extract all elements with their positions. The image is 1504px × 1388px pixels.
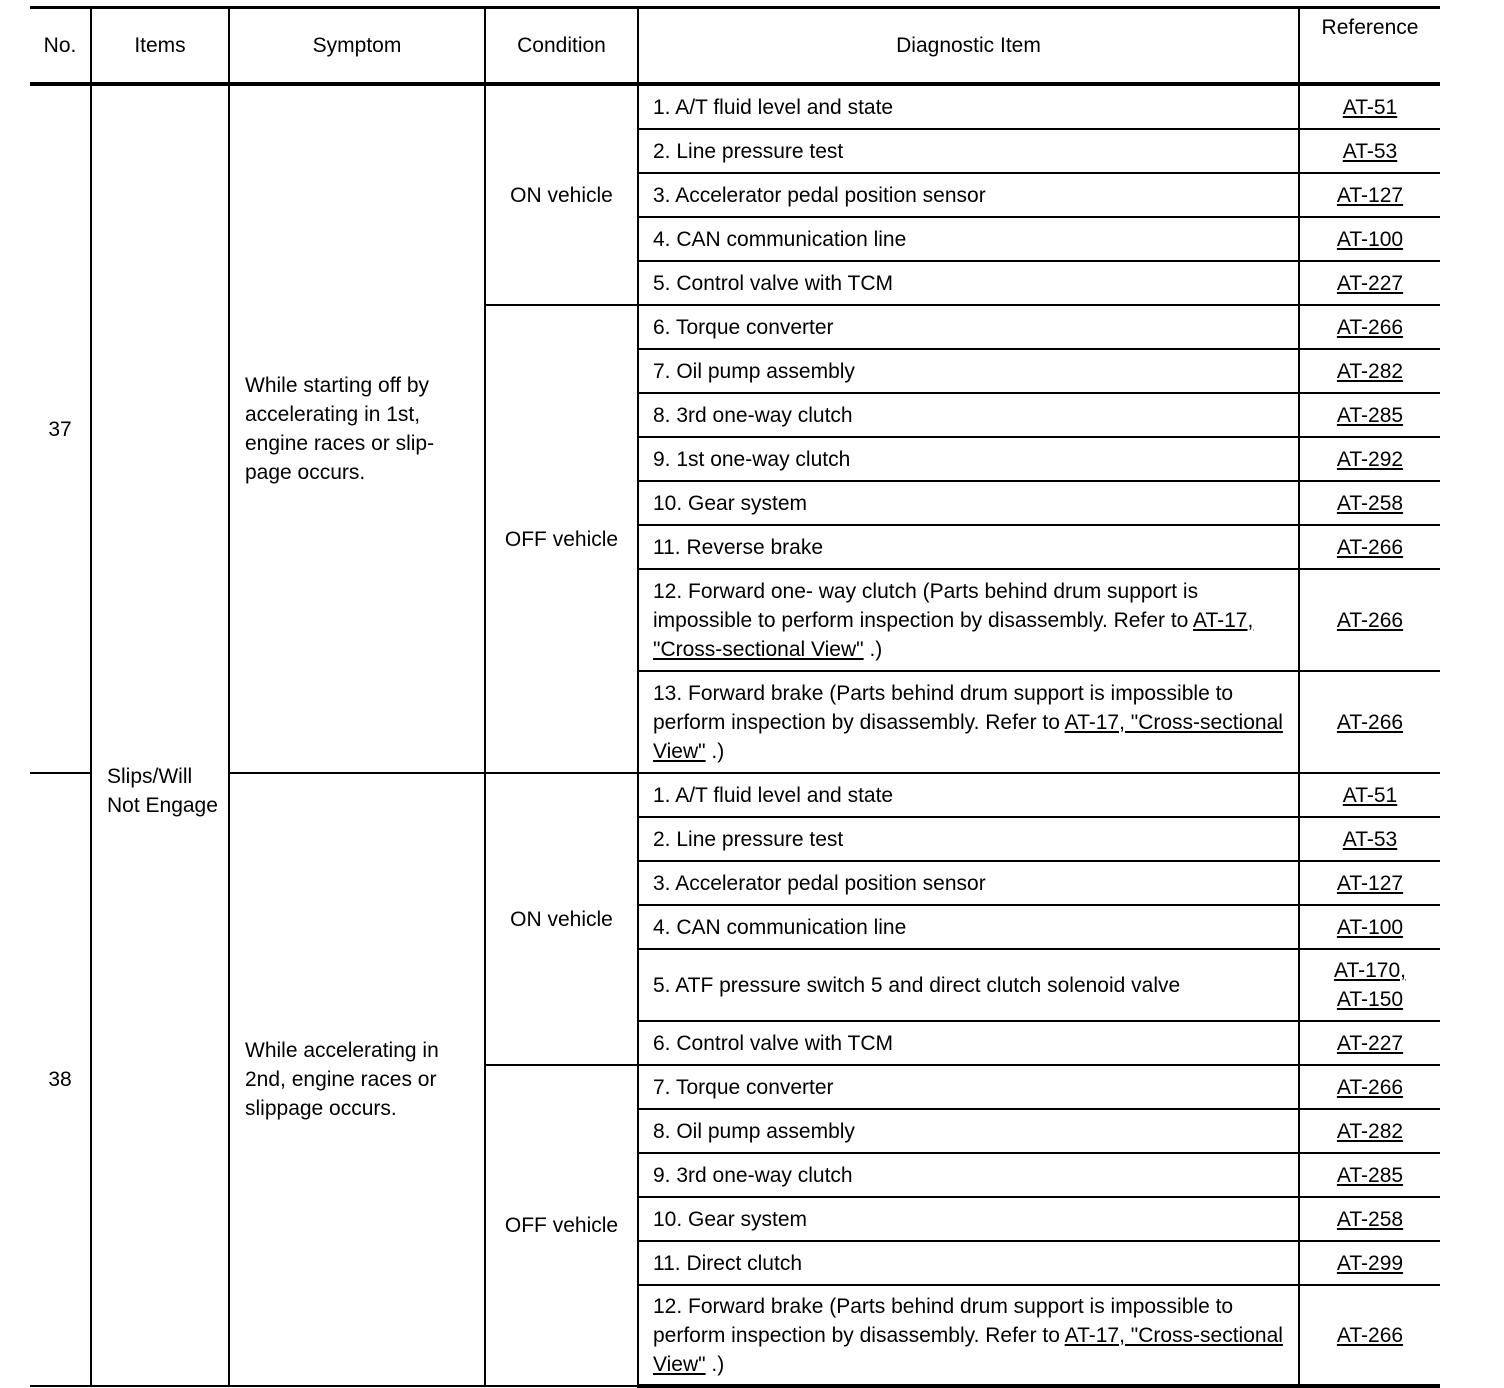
reference-cell (1299, 817, 1440, 861)
diagnostic-text-end: .) (705, 739, 725, 763)
reference-link[interactable]: AT-51 (1342, 783, 1398, 807)
table-row (30, 773, 1440, 817)
cross-ref-link[interactable]: AT-17, "Cross-sectional View" (653, 710, 1283, 763)
reference-link[interactable]: AT-258 (1336, 1207, 1404, 1231)
diagnostic-item: 2. Line pressure test (638, 817, 1299, 861)
reference-link[interactable]: AT-299 (1336, 1251, 1404, 1275)
reference-link[interactable]: AT-127 (1336, 183, 1404, 207)
reference-link[interactable]: AT-282 (1336, 359, 1404, 383)
condition-off-vehicle: OFF vehicle (485, 305, 638, 773)
reference-cell (1299, 84, 1440, 129)
diagnostic-item: 9. 1st one-way clutch (638, 437, 1299, 481)
header-symptom: Symptom (229, 8, 485, 85)
cross-ref-link[interactable]: AT-17, "Cross-sectional View" (653, 608, 1254, 661)
reference-cell (1299, 773, 1440, 817)
diagnostic-item: 11. Direct clutch (638, 1241, 1299, 1285)
diagnostic-item: 5. Control valve with TCM (638, 261, 1299, 305)
diagnostic-item: 10. Gear system (638, 1197, 1299, 1241)
diagnostic-item: 7. Oil pump assembly (638, 349, 1299, 393)
diagnostic-text: 12. Forward one- way clutch (Parts behind drum support is impossible to perform inspection by disassembly. Refer to (653, 579, 1199, 632)
reference-cell (1299, 1021, 1440, 1065)
row-number: 37 (30, 84, 91, 773)
reference-cell (1299, 569, 1440, 671)
diagnostic-item: 8. 3rd one-way clutch (638, 393, 1299, 437)
reference-cell (1299, 1285, 1440, 1386)
reference-link[interactable]: AT-150 (1336, 988, 1404, 1011)
diagnostic-item: 11. Reverse brake (638, 525, 1299, 569)
diagnostic-item: 3. Accelerator pedal position sensor (638, 861, 1299, 905)
reference-link[interactable]: AT-282 (1336, 1119, 1404, 1143)
reference-link[interactable]: AT-227 (1336, 271, 1404, 295)
reference-cell (1299, 525, 1440, 569)
diagnostic-item: 1. A/T fluid level and state (638, 773, 1299, 817)
reference-link[interactable]: AT-53 (1342, 139, 1398, 163)
diagnostic-item: 4. CAN communication line (638, 905, 1299, 949)
reference-link[interactable]: AT-100 (1336, 227, 1404, 251)
table-row (30, 84, 1440, 129)
reference-link[interactable]: AT-266 (1336, 710, 1404, 734)
row-number: 38 (30, 773, 91, 1386)
symptom-cell: While starting off by accelerating in 1st, engine races or slip-page occurs. (229, 84, 485, 773)
reference-cell (1299, 481, 1440, 525)
reference-link[interactable]: AT-127 (1336, 871, 1404, 895)
reference-link[interactable]: AT-53 (1342, 827, 1398, 851)
cross-ref-link[interactable]: AT-17, "Cross-sectional View" (653, 1323, 1283, 1376)
diagnostic-item: 10. Gear system (638, 481, 1299, 525)
condition-off-vehicle: OFF vehicle (485, 1065, 638, 1386)
diagnostic-text-end: .) (863, 637, 883, 661)
diagnostic-item: 6. Torque converter (638, 305, 1299, 349)
reference-cell (1299, 1241, 1440, 1285)
reference-cell (1299, 949, 1440, 1021)
diagnostic-item: 7. Torque converter (638, 1065, 1299, 1109)
reference-cell (1299, 261, 1440, 305)
reference-link[interactable]: AT-285 (1336, 1163, 1404, 1187)
reference-cell (1299, 1109, 1440, 1153)
reference-cell (1299, 305, 1440, 349)
reference-cell (1299, 905, 1440, 949)
reference-link[interactable]: AT-266 (1336, 1075, 1404, 1099)
reference-cell (1299, 129, 1440, 173)
diagnostic-text-end: .) (705, 1352, 725, 1376)
reference-cell (1299, 393, 1440, 437)
diagnostic-item: 3. Accelerator pedal position sensor (638, 173, 1299, 217)
reference-link[interactable]: AT-266 (1336, 315, 1404, 339)
reference-cell (1299, 437, 1440, 481)
diagnostic-item: 6. Control valve with TCM (638, 1021, 1299, 1065)
reference-link[interactable]: AT-292 (1336, 447, 1404, 471)
diagnostic-item: 4. CAN communication line (638, 217, 1299, 261)
diagnostic-item (638, 569, 1299, 671)
reference-link[interactable]: AT-170, (1334, 959, 1406, 982)
condition-on-vehicle: ON vehicle (485, 84, 638, 305)
reference-link[interactable]: AT-266 (1336, 608, 1404, 632)
diagnostic-item (638, 1285, 1299, 1386)
reference-cell (1299, 217, 1440, 261)
condition-on-vehicle: ON vehicle (485, 773, 638, 1065)
reference-cell (1299, 1197, 1440, 1241)
diagnostic-text: 12. Forward brake (Parts behind drum support is impossible to perform inspection by disassembly. Refer to (653, 1294, 1234, 1347)
diagnostic-item: 2. Line pressure test (638, 129, 1299, 173)
diagnostic-item: 1. A/T fluid level and state (638, 84, 1299, 129)
reference-cell (1299, 1065, 1440, 1109)
header-no: No. (30, 8, 91, 85)
header-row (30, 8, 1440, 85)
items-cell: Slips/Will Not Engage (91, 84, 229, 1386)
header-diagnostic-item: Diagnostic Item (638, 8, 1299, 85)
diagnostic-item: 5. ATF pressure switch 5 and direct clutch solenoid valve (638, 949, 1299, 1021)
reference-link[interactable]: AT-258 (1336, 491, 1404, 515)
reference-link[interactable]: AT-100 (1336, 915, 1404, 939)
diagnostic-item: 9. 3rd one-way clutch (638, 1153, 1299, 1197)
header-condition: Condition (485, 8, 638, 85)
reference-link[interactable]: AT-51 (1342, 95, 1398, 119)
reference-cell (1299, 671, 1440, 773)
reference-link[interactable]: AT-266 (1336, 1323, 1404, 1347)
reference-link[interactable]: AT-227 (1336, 1031, 1404, 1055)
diagnosis-table (30, 6, 1440, 1388)
header-reference: Reference (1299, 8, 1440, 85)
reference-cell (1299, 1153, 1440, 1197)
diagnostic-item (638, 671, 1299, 773)
reference-link[interactable]: AT-266 (1336, 535, 1404, 559)
reference-cell (1299, 173, 1440, 217)
header-items: Items (91, 8, 229, 85)
reference-link[interactable]: AT-285 (1336, 403, 1404, 427)
symptom-cell: While accelerating in 2nd, engine races or slippage occurs. (229, 773, 485, 1386)
diagnostic-item: 8. Oil pump assembly (638, 1109, 1299, 1153)
diagnostic-text: 13. Forward brake (Parts behind drum support is impossible to perform inspection by disassembly. Refer to (653, 681, 1234, 734)
reference-cell (1299, 861, 1440, 905)
reference-cell (1299, 349, 1440, 393)
